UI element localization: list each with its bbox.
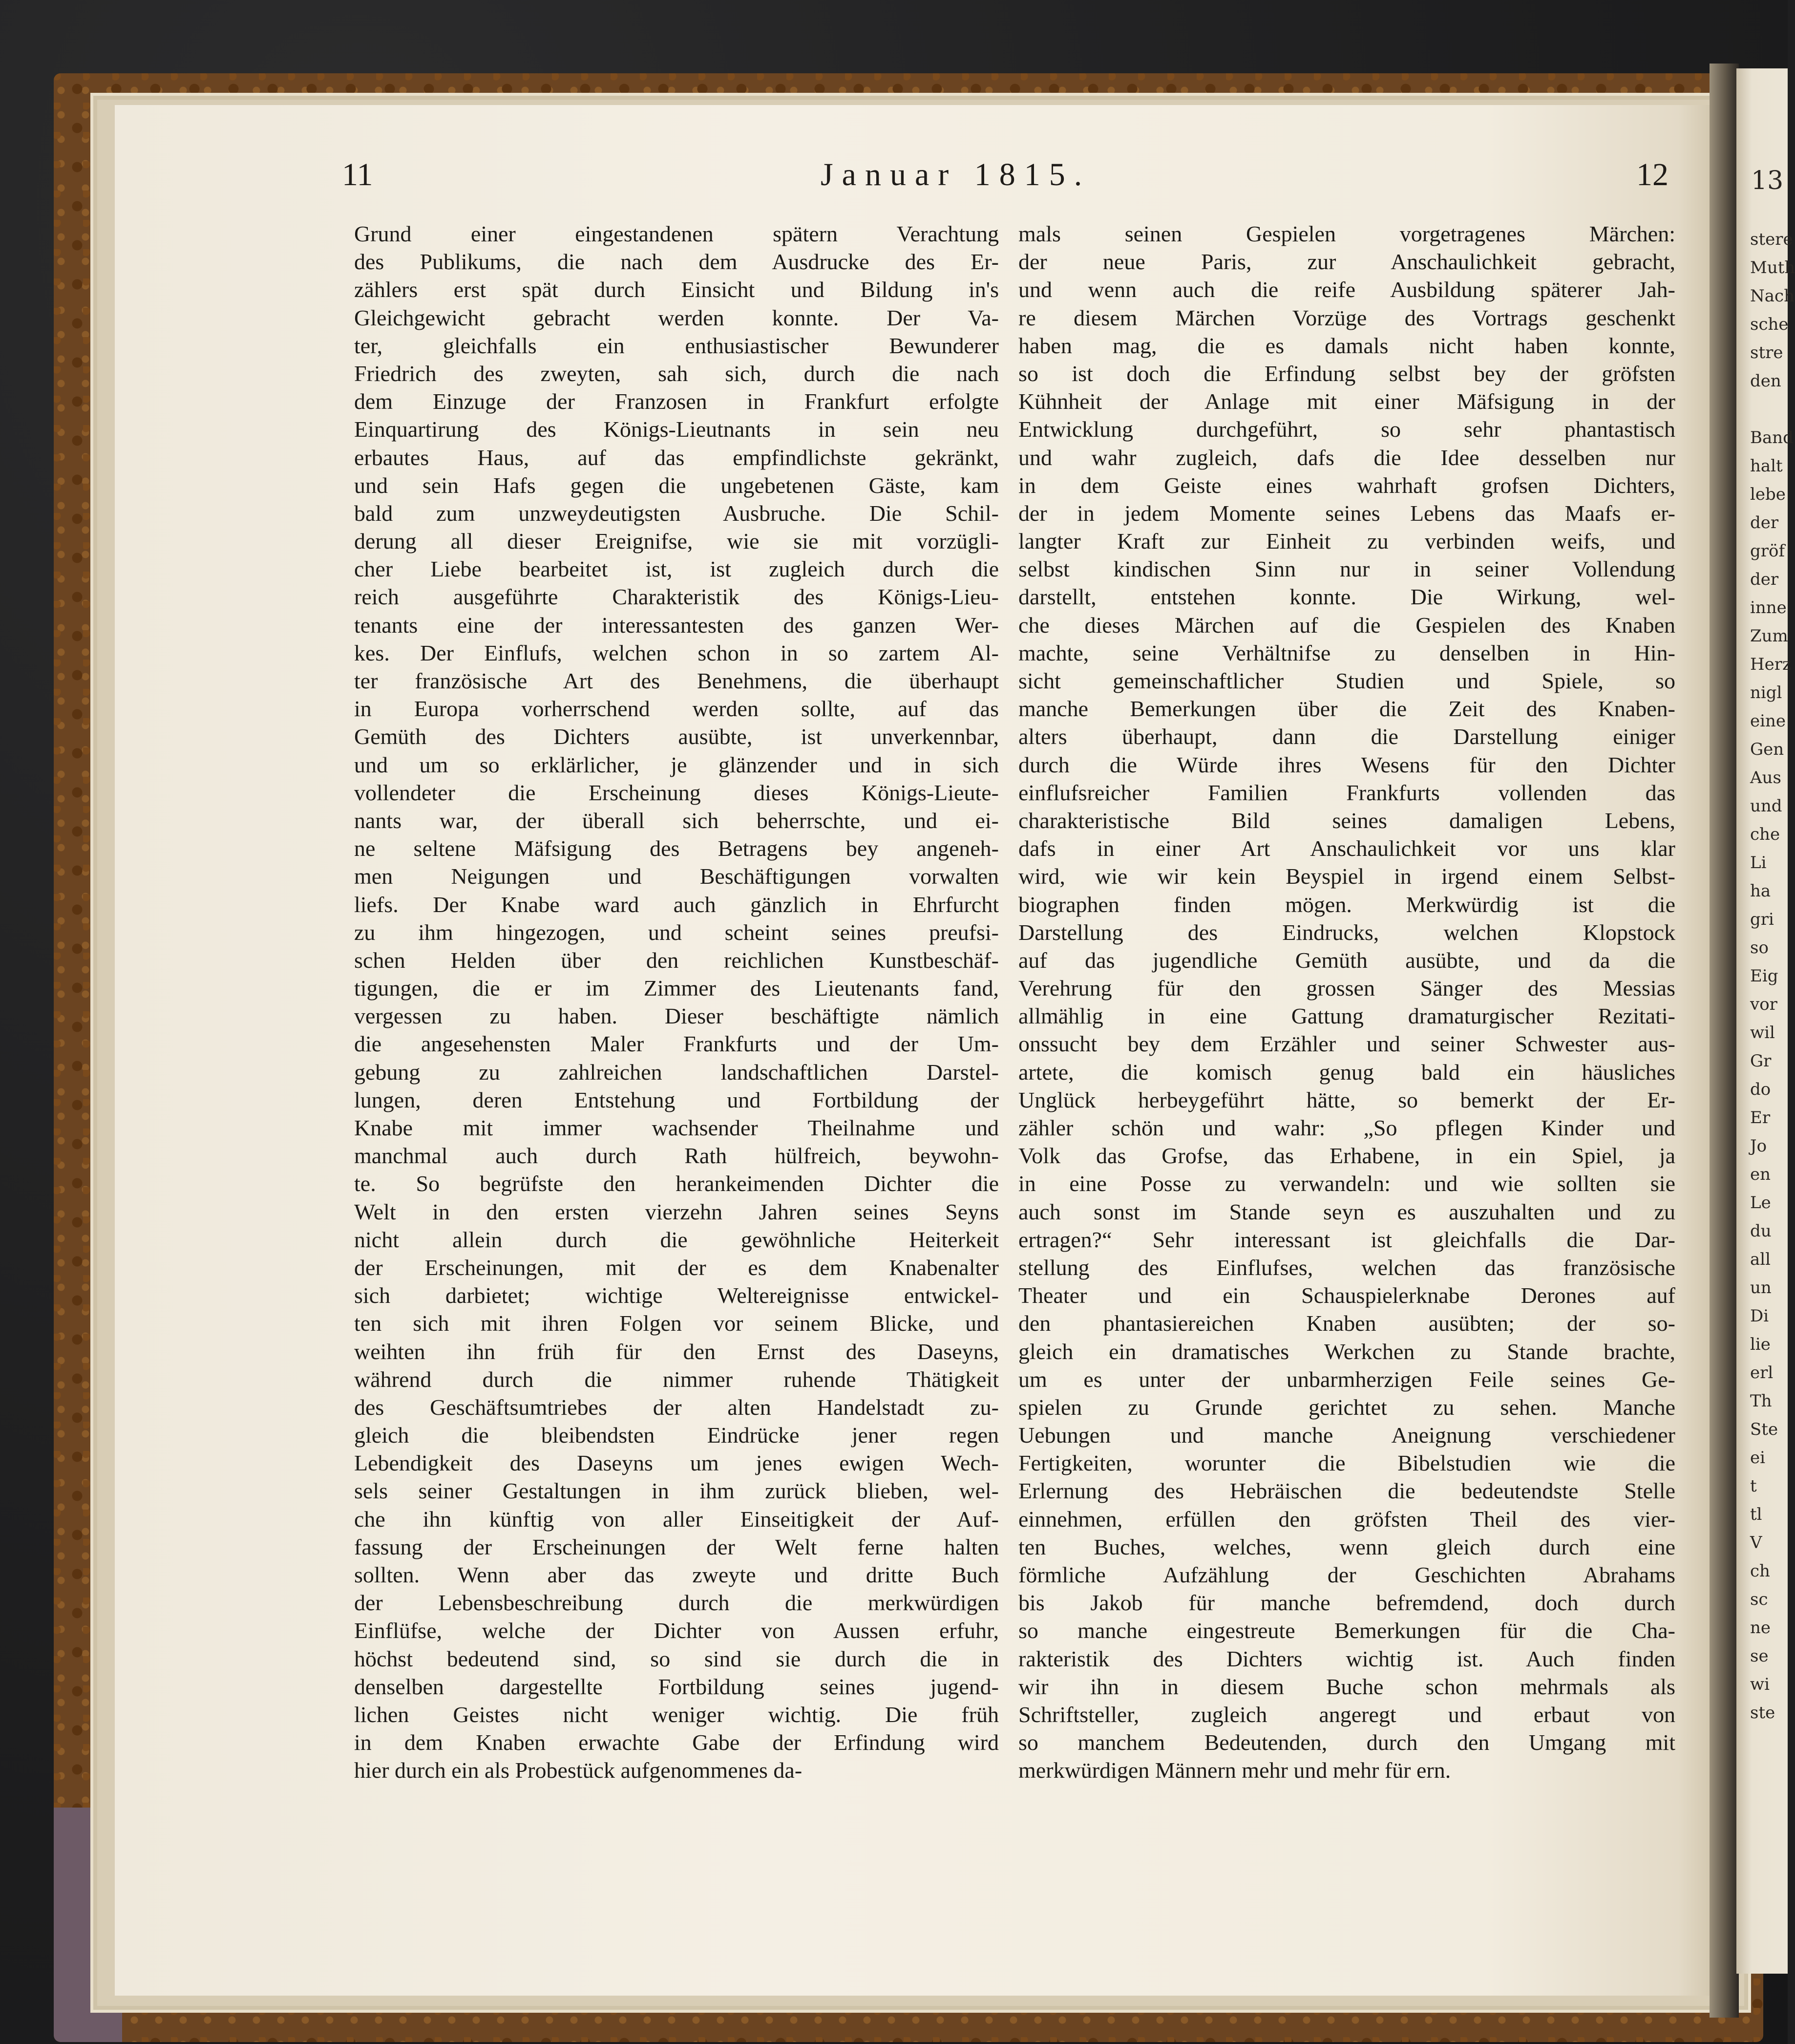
text-line: die angesehensten Maler Frankfurts und der Um-	[354, 1031, 999, 1057]
text-line: ten sich mit ihren Folgen vor seinem Blicke, und	[354, 1311, 999, 1336]
text-line: mals seinen Gespielen vorgetragenes Märchen:	[1018, 221, 1675, 246]
text-line: vollendeter die Erscheinung dieses Königs-Lieute-	[354, 780, 999, 805]
text-line: Einquartirung des Königs-Lieutnants in sein neu	[354, 417, 999, 442]
next-page-fragment: du	[1750, 1221, 1772, 1241]
next-page-fragment: ch	[1750, 1561, 1770, 1581]
text-line: in eine Posse zu verwandeln: und wie sollten sie	[1018, 1171, 1675, 1196]
text-line: kes. Der Einflufs, welchen schon in so zartem Al-	[354, 640, 999, 665]
next-page-fragment: halt	[1750, 456, 1783, 476]
text-line: merkwürdigen Männern mehr und mehr für ern.	[1018, 1758, 1451, 1783]
text-line: tenants eine der interessantesten des ganzen Wer-	[354, 612, 999, 638]
text-line: dafs in einer Art Anschaulichkeit vor uns klar	[1018, 836, 1675, 861]
next-page-fragment: der	[1750, 570, 1779, 589]
text-line: manche Bemerkungen über die Zeit des Knaben-	[1018, 696, 1675, 722]
text-line: derung all dieser Ereignifse, wie sie mit vorzügli-	[354, 529, 999, 554]
text-line: so manchem Bedeutenden, durch den Umgang mit	[1018, 1730, 1675, 1755]
text-line: und um so erklärlicher, je glänzender und in sich	[354, 752, 999, 777]
text-line: ter französische Art des Benehmens, die überhaupt	[354, 668, 999, 693]
text-line: vergessen zu haben. Dieser beschäftigte nämlich	[354, 1003, 999, 1029]
next-page-fragment: wi	[1750, 1675, 1770, 1694]
next-page-fragment: do	[1750, 1080, 1771, 1099]
text-line: Grund einer eingestandenen spätern Verachtung	[354, 221, 999, 246]
next-page-fragment: un	[1750, 1278, 1772, 1298]
text-line: durch die Würde ihres Wesens für den Dichter	[1018, 752, 1675, 777]
next-page-fragment: gri	[1750, 910, 1774, 929]
next-page-fragment: Nach	[1750, 286, 1795, 306]
text-line: alters überhaupt, dann die Darstellung einiger	[1018, 724, 1675, 749]
text-line: Fertigkeiten, worunter die Bibelstudien wie die	[1018, 1450, 1675, 1476]
text-line: denselben dargestellte Fortbildung seines jugend-	[354, 1674, 999, 1699]
text-line: biographen finden mögen. Merkwürdig ist die	[1018, 892, 1675, 917]
next-page-fragment: ha	[1750, 881, 1771, 901]
next-page-fragment: so	[1750, 938, 1769, 958]
next-page-fragment: Di	[1750, 1306, 1769, 1326]
next-page-fragment: lebe	[1750, 485, 1786, 504]
text-line: Welt in den ersten vierzehn Jahren seines Seyns	[354, 1199, 999, 1224]
text-line: Lebendigkeit des Daseyns um jenes ewigen Wech-	[354, 1450, 999, 1476]
next-page-fragment: und	[1750, 796, 1782, 816]
text-line: lichen Geistes nicht weniger wichtig. Die früh	[354, 1702, 999, 1727]
text-line: des Geschäftsumtriebes der alten Handelstadt zu-	[354, 1394, 999, 1420]
text-line: und sein Hafs gegen die ungebetenen Gäste, kam	[354, 472, 999, 498]
next-page-fragment: Herz	[1750, 655, 1791, 674]
text-line: zähler schön und wahr: „So pflegen Kinder und	[1018, 1115, 1675, 1140]
text-line: in Europa vorherrschend werden sollte, auf das	[354, 696, 999, 722]
next-page-fragment: nigl	[1750, 683, 1782, 703]
text-line: ten Buches, welches, wenn gleich durch eine	[1018, 1534, 1675, 1559]
next-page-fragment: Muth	[1750, 258, 1795, 277]
text-line: um es unter der unbarmherzigen Feile seines Ge-	[1018, 1366, 1675, 1392]
text-line: Entwicklung durchgeführt, so sehr phantastisch	[1018, 417, 1675, 442]
text-line: der neue Paris, zur Anschaulichkeit gebracht,	[1018, 249, 1675, 275]
page-number-left: 11	[342, 157, 373, 192]
text-line: nants war, der überall sich beherrschte, und ei-	[354, 808, 999, 833]
text-line: sels seiner Gestaltungen in ihm zurück blieben, wel-	[354, 1478, 999, 1504]
text-line: so ist doch die Erfindung selbst bey der gröfsten	[1018, 361, 1675, 386]
text-line: te. So begrüfste den herankeimenden Dichter die	[354, 1171, 999, 1196]
text-line: sollten. Wenn aber das zweyte und dritte Buch	[354, 1562, 999, 1587]
text-line: des Publikums, die nach dem Ausdrucke des Er-	[354, 249, 999, 275]
next-page-fragment: che	[1750, 825, 1780, 844]
text-line: Knabe mit immer wachsender Theilnahme und	[354, 1115, 999, 1140]
text-line: in dem Geiste eines wahrhaft grofsen Dichters,	[1018, 472, 1675, 498]
text-line: onssucht bey dem Erzähler und seiner Schwester aus-	[1018, 1031, 1675, 1057]
next-page-fragment: Eig	[1750, 966, 1778, 986]
next-page-fragment: gröf	[1750, 541, 1785, 561]
next-page-fragment: Zum	[1750, 626, 1788, 646]
text-line: darstellt, entstehen konnte. Die Wirkung, wel-	[1018, 584, 1675, 610]
next-page-fragment: den	[1750, 371, 1781, 391]
next-page-fragment: all	[1750, 1250, 1771, 1269]
text-line: der Lebensbeschreibung durch die merkwürdigen	[354, 1590, 999, 1616]
text-line: Einflüfse, welche der Dichter von Aussen erfuhr,	[354, 1618, 999, 1643]
text-line: der Erscheinungen, mit der es dem Knabenalter	[354, 1255, 999, 1280]
next-page-fragment: sche	[1750, 315, 1789, 334]
text-line: liefs. Der Knabe ward auch gänzlich in Ehrfurcht	[354, 892, 999, 917]
text-line: schen Helden über den reichlichen Kunstbeschäf-	[354, 947, 999, 973]
text-line: rakteristik des Dichters wichtig ist. Auch finden	[1018, 1646, 1675, 1671]
text-line: tigungen, die er im Zimmer des Lieutenants fand,	[354, 976, 999, 1001]
next-page-fragment: Gr	[1750, 1051, 1772, 1071]
running-head: Januar 1815.	[821, 157, 1091, 192]
next-page-edge	[1736, 68, 1795, 1974]
text-line: nicht allein durch die gewöhnliche Heiterkeit	[354, 1227, 999, 1252]
text-line: und wenn auch die reife Ausbildung späterer Jah-	[1018, 277, 1675, 302]
next-page-fragment: se	[1750, 1646, 1769, 1666]
text-line: gleich die bleibendsten Eindrücke jener regen	[354, 1423, 999, 1448]
text-line: der in jedem Momente seines Lebens das Maafs er-	[1018, 500, 1675, 526]
next-page-fragment: vor	[1750, 995, 1777, 1014]
next-page-fragment: eine	[1750, 711, 1786, 731]
text-line: Gleichgewicht gebracht werden konnte. Der Va-	[354, 305, 999, 330]
text-line: Kühnheit der Anlage mit einer Mäfsigung in der	[1018, 389, 1675, 414]
text-line: zählers erst spät durch Einsicht und Bildung in's	[354, 277, 999, 302]
next-page-fragment: Gen	[1750, 740, 1784, 759]
text-line: stellung des Einflufses, welchen das französische	[1018, 1255, 1675, 1280]
text-line: che ihn künftig von aller Einseitigkeit der Auf-	[354, 1506, 999, 1532]
text-line: charakteristische Bild seines damaligen Lebens,	[1018, 808, 1675, 833]
text-line: Volk das Grofse, das Erhabene, in ein Spiel, ja	[1018, 1143, 1675, 1169]
next-page-fragment: t	[1750, 1476, 1757, 1496]
text-line: sich darbietet; wichtige Weltereignisse entwickel-	[354, 1283, 999, 1308]
next-page-fragment: Le	[1750, 1193, 1771, 1213]
next-page-fragment: en	[1750, 1165, 1771, 1184]
text-line: Friedrich des zweyten, sah sich, durch die nach	[354, 361, 999, 386]
text-line: weihten ihn früh für den Ernst des Daseyns,	[354, 1339, 999, 1364]
text-line: hier durch ein als Probestück aufgenommenes da-	[354, 1758, 802, 1783]
text-line: cher Liebe bearbeitet ist, ist zugleich durch die	[354, 556, 999, 582]
next-page-fragment: Er	[1750, 1108, 1771, 1128]
text-line: während durch die nimmer ruhende Thätigkeit	[354, 1366, 999, 1392]
next-page-fragment: ste	[1750, 1703, 1775, 1723]
text-line: Uebungen und manche Aneignung verschiedener	[1018, 1423, 1675, 1448]
text-line: Theater und ein Schauspielerknabe Derones auf	[1018, 1283, 1675, 1308]
text-line: machte, seine Verhältnifse zu denselben in Hin-	[1018, 640, 1675, 665]
text-line: Gemüth des Dichters ausübte, ist unverkennbar,	[354, 724, 999, 749]
next-page-fragment: erl	[1750, 1363, 1774, 1383]
text-line: men Neigungen und Beschäftigungen vorwalten	[354, 864, 999, 889]
next-page-fragment: Li	[1750, 853, 1767, 873]
text-line: Schriftsteller, zugleich angeregt und erbaut von	[1018, 1702, 1675, 1727]
text-line: ne seltene Mäfsigung des Betragens bey angeneh-	[354, 836, 999, 861]
text-line: spielen zu Grunde gerichtet zu sehen. Manche	[1018, 1394, 1675, 1420]
next-page-fragment: Jo	[1750, 1136, 1767, 1156]
page-number-right: 12	[1636, 157, 1668, 192]
text-line: so manche eingestreute Bemerkungen für die Cha-	[1018, 1618, 1675, 1643]
text-line: einflufsreicher Familien Frankfurts vollenden das	[1018, 780, 1675, 805]
next-page-fragment: Aus	[1750, 768, 1781, 788]
text-line: fassung der Erscheinungen der Welt ferne halten	[354, 1534, 999, 1559]
text-line: selbst kindischen Sinn nur in seiner Vollendung	[1018, 556, 1675, 582]
text-column-left	[354, 220, 999, 1785]
next-page-fragment: ei	[1750, 1448, 1765, 1468]
book-gutter-shadow	[1710, 64, 1739, 2018]
text-line: Erlernung des Hebräischen die bedeutendste Stelle	[1018, 1478, 1675, 1504]
text-line: ter, gleichfalls ein enthusiastischer Bewunderer	[354, 333, 999, 358]
next-page-fragment: tl	[1750, 1505, 1762, 1524]
text-line: gebung zu zahlreichen landschaftlichen Darstel-	[354, 1059, 999, 1085]
text-line: Unglück herbeygeführt hätte, so bemerkt der Er-	[1018, 1087, 1675, 1112]
next-page-fragment: stre	[1750, 343, 1783, 362]
text-line: auf das jugendliche Gemüth ausübte, und da die	[1018, 947, 1675, 973]
text-line: in dem Knaben erwachte Gabe der Erfindung wird	[354, 1730, 999, 1755]
next-page-fragment: Th	[1750, 1391, 1772, 1411]
text-line: bis Jakob für manche befremdend, doch durch	[1018, 1590, 1675, 1616]
text-line: wir ihn in diesem Buche schon mehrmals als	[1018, 1674, 1675, 1699]
next-page-fragment: ne	[1750, 1618, 1771, 1638]
text-line: höchst bedeutend sind, so sind sie durch die in	[354, 1646, 999, 1671]
text-line: allmählig in eine Gattung dramaturgischer Rezitati-	[1018, 1003, 1675, 1029]
next-page-fragment: V	[1750, 1533, 1762, 1553]
text-line: haben mag, die es damals nicht haben konnte,	[1018, 333, 1675, 358]
text-line: und wahr zugleich, dafs die Idee desselben nur	[1018, 445, 1675, 470]
text-line: re diesem Märchen Vorzüge des Vortrags geschenkt	[1018, 305, 1675, 330]
text-line: den phantasiereichen Knaben ausübten; der so-	[1018, 1311, 1675, 1336]
next-page-fragment: stere	[1750, 230, 1793, 249]
next-page-fragment: der	[1750, 513, 1779, 532]
text-column-right	[1018, 220, 1675, 1785]
text-line: ertragen?“ Sehr interessant ist gleichfalls die Dar-	[1018, 1227, 1675, 1252]
next-page-fragment: Band	[1750, 428, 1794, 447]
next-page-fragment: inne	[1750, 598, 1787, 617]
text-line: artete, die komisch genug bald ein häusliches	[1018, 1059, 1675, 1085]
text-line: dem Einzuge der Franzosen in Frankfurt erfolgte	[354, 389, 999, 414]
text-line: einnehmen, erfüllen den gröfsten Theil des vier-	[1018, 1506, 1675, 1532]
text-line: wird, wie wir kein Beyspiel in irgend einem Selbst-	[1018, 864, 1675, 889]
text-line: che dieses Märchen auf die Gespielen des Knaben	[1018, 612, 1675, 638]
text-line: Darstellung des Eindrucks, welchen Klopstock	[1018, 919, 1675, 945]
text-line: gleich ein dramatisches Werkchen zu Stande brachte,	[1018, 1339, 1675, 1364]
text-line: zu ihm hingezogen, und scheint seines preufsi-	[354, 919, 999, 945]
text-line: reich ausgeführte Charakteristik des Königs-Lieu-	[354, 584, 999, 610]
text-line: bald zum unzweydeutigsten Ausbruche. Die Schil-	[354, 500, 999, 526]
next-page-fragment: sc	[1750, 1590, 1768, 1609]
text-line: förmliche Aufzählung der Geschichten Abrahams	[1018, 1562, 1675, 1587]
text-line: sicht gemeinschaftlicher Studien und Spiele, so	[1018, 668, 1675, 693]
text-line: lungen, deren Entstehung und Fortbildung der	[354, 1087, 999, 1112]
text-line: manchmal auch durch Rath hülfreich, beywohn-	[354, 1143, 999, 1169]
next-page-fragment: lie	[1750, 1335, 1771, 1354]
text-line: langter Kraft zur Einheit zu verbinden weifs, und	[1018, 529, 1675, 554]
next-page-fragment: Ste	[1750, 1420, 1778, 1439]
next-page-fragment: wil	[1750, 1023, 1775, 1043]
text-line: erbautes Haus, auf das empfindlichste gekränkt,	[354, 445, 999, 470]
text-line: auch sonst im Stande seyn es auszuhalten und zu	[1018, 1199, 1675, 1224]
page-number-next: 13	[1751, 166, 1784, 195]
text-line: Verehrung für den grossen Sänger des Messias	[1018, 976, 1675, 1001]
